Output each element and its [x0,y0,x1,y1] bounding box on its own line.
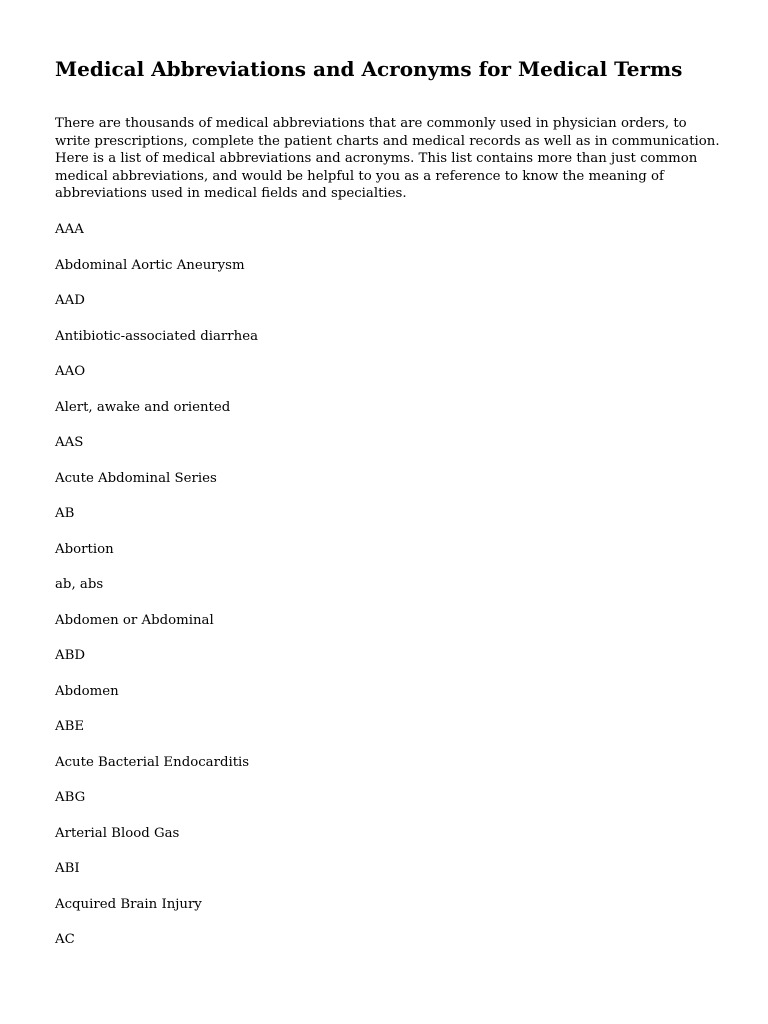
abbreviation-definition: Abdomen or Abdominal [55,612,214,628]
abbreviation-definition: Abdomen [55,683,119,699]
abbreviation-definition: Acute Abdominal Series [55,470,217,486]
abbreviation-term: ABD [55,648,86,663]
abbreviation-definition: Acquired Brain Injury [55,896,202,912]
abbreviation-term: AAS [55,435,84,450]
abbreviation-definition: Acute Bacterial Endocarditis [55,754,250,770]
abbreviation-term: ab, abs [55,577,104,592]
abbreviation-term: AAA [55,222,84,237]
abbreviation-term: ABG [55,790,86,805]
abbreviation-term: ABI [55,861,80,876]
abbreviation-definition: Abortion [55,541,114,557]
intro-paragraph: There are thousands of medical abbreviations that are commonly used in physician orders, to write prescriptions, complete the patient charts and medical records as well as in communication. Here is a list of medical abbreviations and acronyms. This list contains more than just common medical abbreviations, and would be helpful to you as a reference to know the meaning of abbreviations used in medical fields and specialties. [55,116,720,202]
abbreviation-term: AAD [55,293,85,308]
abbreviation-term: AB [55,506,75,521]
abbreviation-list [55,221,258,967]
abbreviation-definition: Arterial Blood Gas [55,825,180,841]
abbreviation-term: AC [55,932,75,947]
abbreviation-definition: Alert, awake and oriented [55,399,231,415]
abbreviation-definition: Abdominal Aortic Aneurysm [55,257,245,273]
abbreviation-term: AAO [55,364,86,379]
abbreviation-definition: Antibiotic-associated diarrhea [55,328,258,344]
page-title: Medical Abbreviations and Acronyms for Medical Terms [55,57,683,81]
abbreviation-term: ABE [55,719,85,734]
